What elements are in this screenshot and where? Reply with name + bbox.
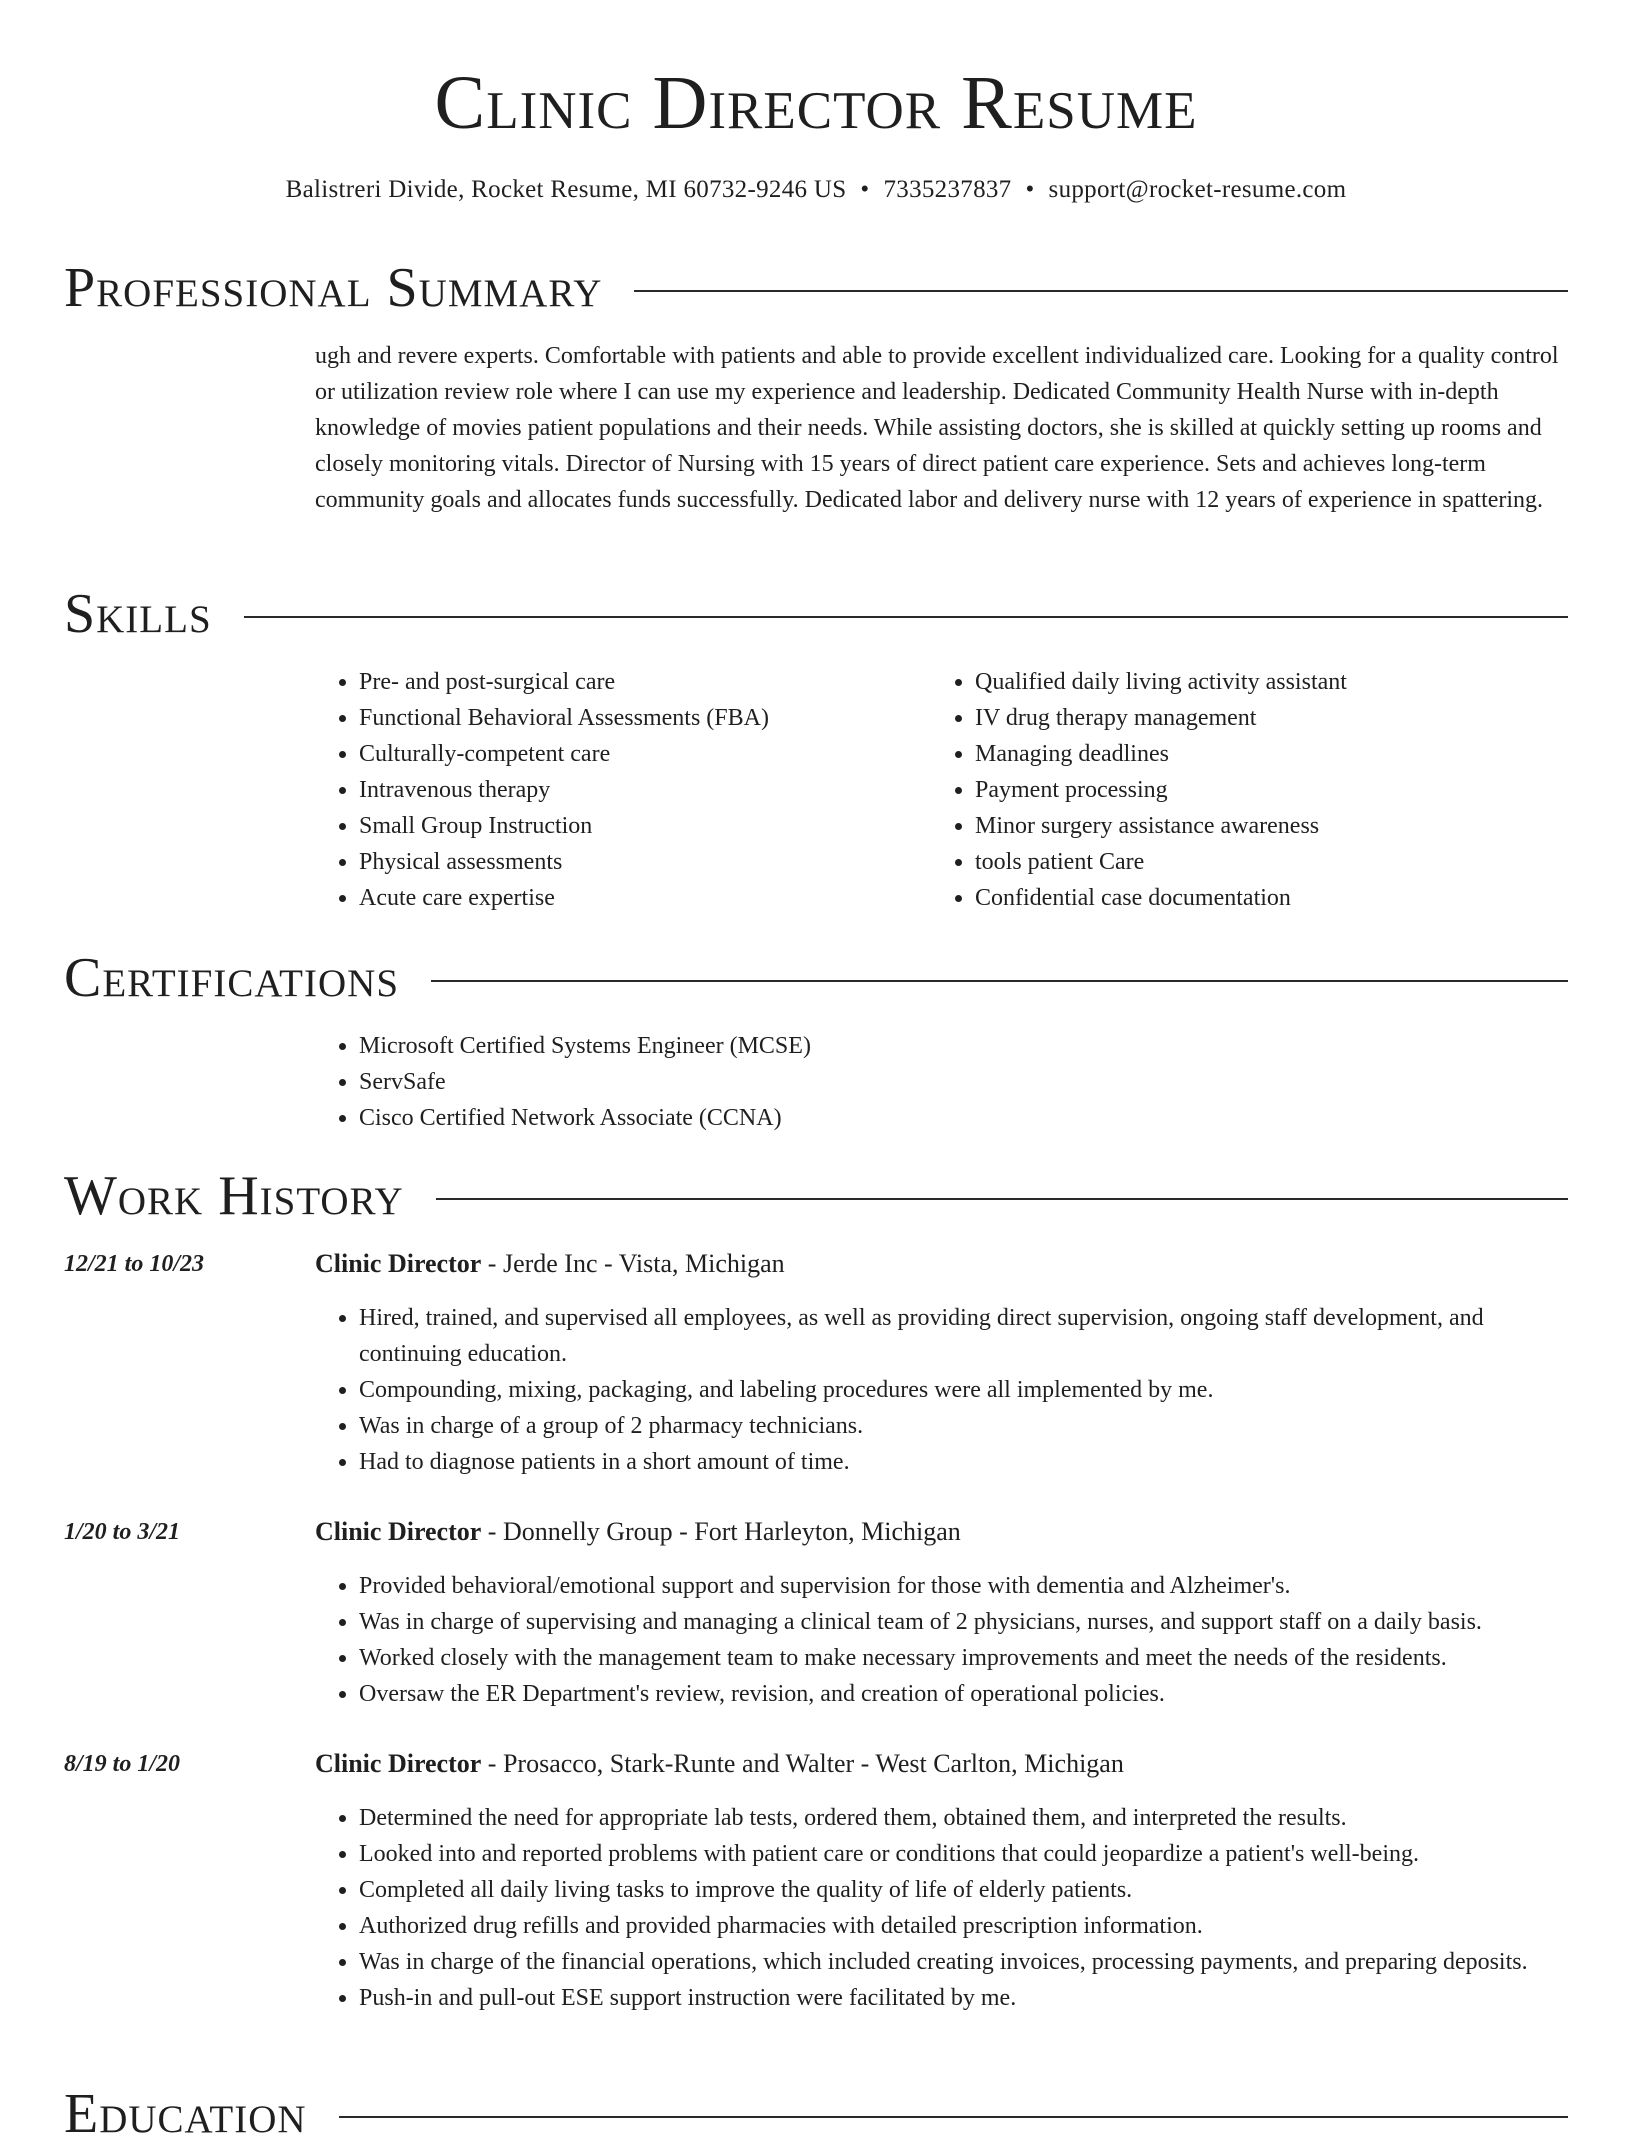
certifications-bullets <box>315 1028 1568 1136</box>
job-bullet: • Push-in and pull-out ESE support instruction were facilitated by me. <box>359 1980 1568 2016</box>
section-divider <box>431 980 1568 982</box>
skills-list <box>315 664 1568 916</box>
job-company-location: - Donnelly Group - Fort Harleyton, Michigan <box>481 1517 961 1546</box>
skill-item: • Confidential case documentation <box>975 880 1547 916</box>
contact-separator: • <box>1025 176 1035 203</box>
resume-title: Clinic Director Resume <box>434 61 1198 145</box>
job-title: Clinic Director <box>315 1517 482 1546</box>
section-divider <box>436 1198 1568 1200</box>
job-bullets <box>315 1300 1568 1480</box>
job-bullets <box>315 1568 1568 1712</box>
job-bullet: • Authorized drug refills and provided pharmacies with detailed prescription information. <box>359 1908 1568 1944</box>
contact-line <box>64 172 1568 208</box>
section-skills-header <box>64 582 1568 646</box>
certification-item: • ServSafe <box>359 1064 1568 1100</box>
skill-item: • Small Group Instruction <box>359 808 931 844</box>
summary-text: ugh and revere experts. Comfortable with patients and able to provide excellent individualized care. Looking for a quality control or utilization review role where I can use my experience and leadership. Dedicated Community Health Nurse with in-depth knowledge of movies patient populations and their needs. While assisting doctors, she is skilled at quickly setting up rooms and closely monitoring vitals. Director of Nursing with 15 years of direct patient care experience. Sets and achieves long-term community goals and allocates funds successfully. Dedicated labor and delivery nurse with 12 years of experience in spattering. <box>315 343 1559 513</box>
job-bullet: • Was in charge of the financial operations, which included creating invoices, processing payments, and preparing deposits. <box>359 1944 1568 1980</box>
job-heading <box>315 1514 1568 1550</box>
job-dates: 8/19 to 1/20 <box>64 1751 181 1777</box>
certification-item: • Cisco Certified Network Associate (CCNA) <box>359 1100 1568 1136</box>
job-bullet: • Determined the need for appropriate lab tests, ordered them, obtained them, and interpreted the results. <box>359 1800 1568 1836</box>
job-title: Clinic Director <box>315 1749 482 1778</box>
skill-item: • Managing deadlines <box>975 736 1547 772</box>
certification-item: • Microsoft Certified Systems Engineer (MCSE) <box>359 1028 1568 1064</box>
skill-item: • tools patient Care <box>975 844 1547 880</box>
skill-item: • Physical assessments <box>359 844 931 880</box>
contact-address: Balistreri Divide, Rocket Resume, MI 60732-9246 US <box>285 176 847 203</box>
section-certifications-header <box>64 946 1568 1010</box>
skill-item: • IV drug therapy management <box>975 700 1547 736</box>
job-bullet: • Completed all daily living tasks to improve the quality of life of elderly patients. <box>359 1872 1568 1908</box>
contact-email: support@rocket-resume.com <box>1048 176 1347 203</box>
job-bullets <box>315 1800 1568 2016</box>
section-title: Education <box>64 2083 307 2145</box>
job-entry <box>315 1746 1568 2016</box>
job-heading <box>315 1246 1568 1282</box>
skill-item: • Qualified daily living activity assistant <box>975 664 1547 700</box>
section-title: Certifications <box>64 947 400 1009</box>
section-divider <box>244 616 1568 618</box>
section-work-header <box>64 1164 1568 1228</box>
job-company-location: - Jerde Inc - Vista, Michigan <box>481 1249 785 1278</box>
job-bullet: • Was in charge of supervising and managing a clinical team of 2 physicians, nurses, and support staff on a daily basis. <box>359 1604 1568 1640</box>
skills-column-left <box>315 664 931 916</box>
skill-item: • Intravenous therapy <box>359 772 931 808</box>
skills-column-right <box>931 664 1547 916</box>
section-title: Professional Summary <box>64 257 603 319</box>
section-divider <box>634 290 1568 292</box>
job-bullet: • Worked closely with the management team to make necessary improvements and meet the needs of the residents. <box>359 1640 1568 1676</box>
section-title: Skills <box>64 583 212 645</box>
job-bullet: • Provided behavioral/emotional support and supervision for those with dementia and Alzheimer's. <box>359 1568 1568 1604</box>
skill-item: • Acute care expertise <box>359 880 931 916</box>
section-summary-header <box>64 256 1568 320</box>
job-bullet: • Compounding, mixing, packaging, and labeling procedures were all implemented by me. <box>359 1372 1568 1408</box>
section-education-header <box>64 2082 1568 2146</box>
job-dates: 12/21 to 10/23 <box>64 1251 205 1277</box>
certifications-list <box>315 1028 1568 1136</box>
contact-phone: 7335237837 <box>883 176 1012 203</box>
job-company-location: - Prosacco, Stark-Runte and Walter - West Carlton, Michigan <box>481 1749 1124 1778</box>
job-bullet: • Oversaw the ER Department's review, revision, and creation of operational policies. <box>359 1676 1568 1712</box>
job-dates: 1/20 to 3/21 <box>64 1519 181 1545</box>
job-title: Clinic Director <box>315 1249 482 1278</box>
job-bullet: • Hired, trained, and supervised all employees, as well as providing direct supervision, ongoing staff development, and continuing education. <box>359 1300 1568 1372</box>
skill-item: • Culturally-competent care <box>359 736 931 772</box>
job-entry <box>315 1514 1568 1712</box>
job-bullet: • Looked into and reported problems with patient care or conditions that could jeopardize a patient's well-being. <box>359 1836 1568 1872</box>
job-entry <box>315 1246 1568 1480</box>
contact-separator: • <box>860 176 870 203</box>
skill-item: • Payment processing <box>975 772 1547 808</box>
section-divider <box>339 2116 1568 2118</box>
job-bullet: • Was in charge of a group of 2 pharmacy technicians. <box>359 1408 1568 1444</box>
skill-item: • Functional Behavioral Assessments (FBA) <box>359 700 931 736</box>
job-heading <box>315 1746 1568 1782</box>
skill-item: • Pre- and post-surgical care <box>359 664 931 700</box>
skill-item: • Minor surgery assistance awareness <box>975 808 1547 844</box>
section-title: Work History <box>64 1165 404 1227</box>
job-bullet: • Had to diagnose patients in a short amount of time. <box>359 1444 1568 1480</box>
resume-page <box>64 0 1568 2145</box>
